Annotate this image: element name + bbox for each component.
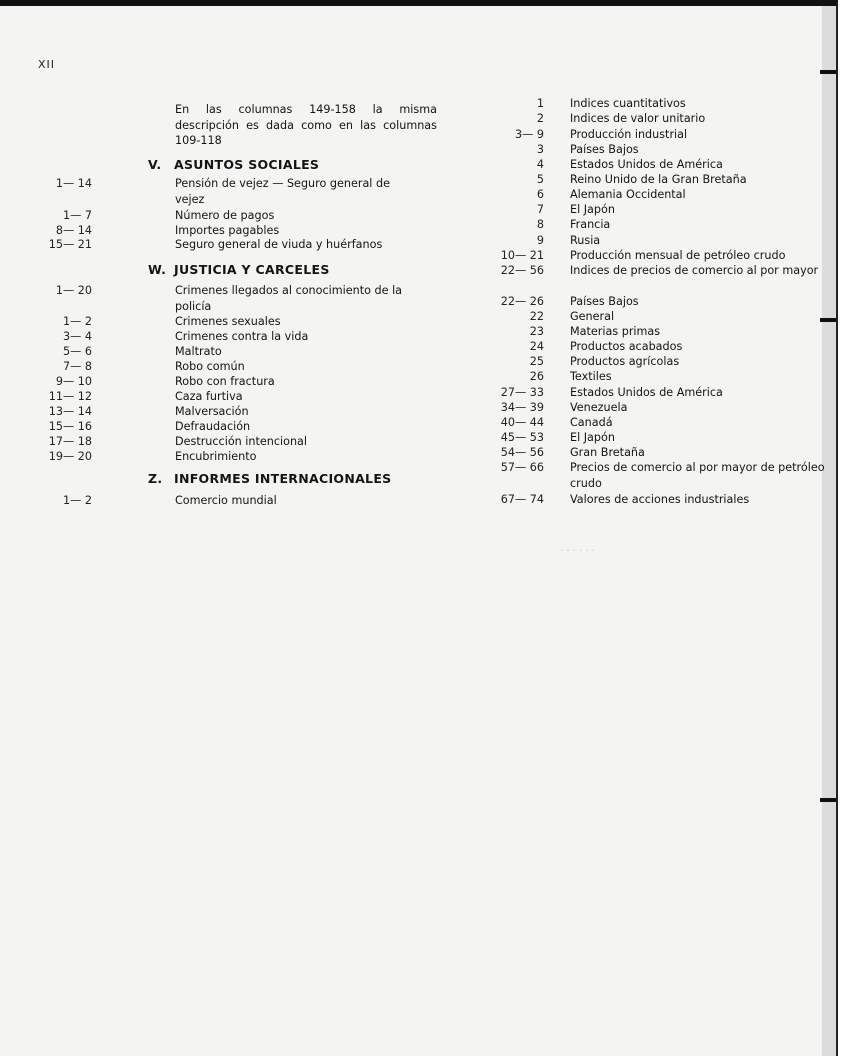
entry-label: Productos agrícolas [570,355,680,368]
column-range: 22— 56 [500,264,544,277]
column-range: 7— 8 [63,360,92,373]
entry-label: Producción mensual de petróleo crudo [570,249,786,262]
section-letter: W. [148,262,167,277]
column-range: 67— 74 [500,493,544,506]
column-range: 3— 9 [515,128,544,141]
column-range: 26 [529,370,544,383]
column-range: 1— 7 [63,209,92,222]
entry-label: Textiles [570,370,612,383]
entry-label: Rusia [570,234,601,247]
column-range: 15— 21 [48,238,92,251]
column-range: 27— 33 [500,386,544,399]
edge-tick-mark [820,70,836,74]
entry-label: Productos acabados [570,340,683,353]
entry-label: Caza furtiva [175,390,243,403]
column-range: 10— 21 [500,249,544,262]
entry-label: Defraudación [175,420,251,433]
show-through-text: · · · · · · [560,546,595,557]
section-title: INFORMES INTERNACIONALES [174,471,392,486]
column-range: 24 [529,340,544,353]
entry-label: Destrucción intencional [175,435,308,448]
entry-label: Estados Unidos de América [570,386,723,399]
column-range: 40— 44 [500,416,544,429]
entry-label: Precios de comercio al por mayor de petróleo crudo [570,461,825,490]
entry-label: Robo común [175,360,245,373]
entry-label: Producción industrial [570,128,688,141]
column-range: 8 [536,218,544,231]
entry-label: Países Bajos [570,295,639,308]
entry-label: El Japón [570,203,615,216]
column-range: 45— 53 [500,431,544,444]
entry-label: Pensión de vejez — Seguro general de vejez [175,177,390,206]
column-range: 25 [529,355,544,368]
entry-label: Venezuela [570,401,628,414]
entry-label: Alemania Occidental [570,188,686,201]
column-range: 1— 14 [55,177,92,190]
entry-label: Maltrato [175,345,222,358]
entry-label: Indices cuantitativos [570,97,686,110]
column-range: 54— 56 [500,446,544,459]
entry-label: Número de pagos [175,209,275,222]
entry-label: Encubrimiento [175,450,257,463]
column-range: 4 [536,158,544,171]
column-range: 5 [536,173,544,186]
section-heading-z [148,471,391,486]
column-range: 9 [536,234,544,247]
entry-label: Estados Unidos de América [570,158,723,171]
entry-label: Francia [570,218,611,231]
entry-label: Materias primas [570,325,661,338]
entry-label: Robo con fractura [175,375,275,388]
entry-label: Crimenes contra la vida [175,330,309,343]
column-range: 15— 16 [48,420,92,433]
entry-label: Importes pagables [175,224,280,237]
entry-label: Indices de valor unitario [570,112,706,125]
entry-label: Indices de precios de comercio al por mayor [570,264,819,277]
column-range: 22 [529,310,544,323]
column-range: 1— 2 [63,315,92,328]
entry-label: Gran Bretaña [570,446,645,459]
section-heading-v [148,157,319,172]
column-range: 1— 20 [55,284,92,297]
entry-label: Países Bajos [570,143,639,156]
page-number: XII [38,58,56,71]
column-range: 3 [536,143,544,156]
section-title: JUSTICIA Y CARCELES [174,262,330,277]
entry-label: Canadá [570,416,613,429]
section-heading-w [148,262,330,277]
column-range: 5— 6 [63,345,92,358]
edge-tick-mark [820,798,836,802]
column-range: 8— 14 [55,224,92,237]
column-range: 1 [536,97,544,110]
column-range: 34— 39 [500,401,544,414]
entry-label: Seguro general de viuda y huérfanos [175,238,383,251]
entry-label: Crimenes llegados al conocimiento de la policía [175,284,403,313]
intro-note: En las columnas 149-158 la misma descripción es dada como en las columnas 109-118 [175,103,437,147]
column-range: 7 [536,203,544,216]
column-range: 6 [536,188,544,201]
entry-label: Reino Unido de la Gran Bretaña [570,173,747,186]
column-range: 1— 2 [63,494,92,507]
section-letter: Z. [148,471,163,486]
column-range: 11— 12 [48,390,92,403]
section-letter: V. [148,157,162,172]
column-range: 2 [536,112,544,125]
entry-label: El Japón [570,431,615,444]
entry-label: Valores de acciones industriales [570,493,750,506]
column-range: 9— 10 [55,375,92,388]
column-range: 17— 18 [48,435,92,448]
column-range: 23 [529,325,544,338]
entry-label: General [570,310,615,323]
column-range: 22— 26 [500,295,544,308]
entry-label: Malversación [175,405,249,418]
entry-label: Comercio mundial [175,494,277,507]
column-range: 19— 20 [48,450,92,463]
column-range: 57— 66 [500,461,544,474]
entry-label: Crimenes sexuales [175,315,281,328]
column-range: 3— 4 [63,330,92,343]
column-range: 13— 14 [48,405,92,418]
section-title: ASUNTOS SOCIALES [174,157,320,172]
